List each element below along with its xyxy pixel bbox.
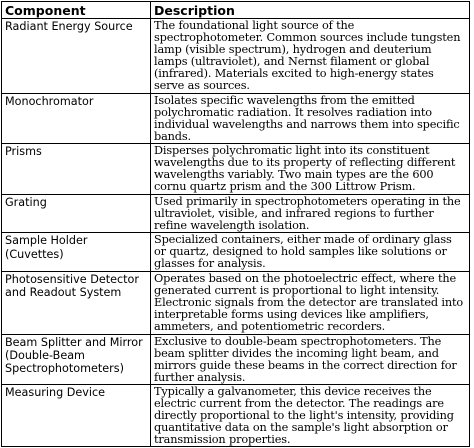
table-row	[2, 233, 470, 271]
components-table	[1, 1, 470, 447]
header-description: Description	[151, 2, 470, 19]
component-cell: Photosensitive Detector and Readout System	[2, 271, 151, 334]
table-row	[2, 19, 470, 94]
description-cell: Exclusive to double-beam spectrophotometers. The beam splitter divides the incoming light beam, and mirrors guide these beams in the correct direction for further analysis.	[151, 334, 470, 384]
table-row	[2, 93, 470, 143]
header-component: Component	[2, 2, 151, 19]
description-cell: Isolates specific wavelengths from the emitted polychromatic radiation. It resolves radiation into individual wavelengths and narrows them into specific bands.	[151, 93, 470, 143]
table-row	[2, 194, 470, 232]
component-cell: Monochromator	[2, 93, 151, 143]
description-cell: Disperses polychromatic light into its constituent wavelengths due to its property of reflecting different wavelengths variably. Two main types are the 600 cornu quartz prism and the 300 Littrow Prism.	[151, 143, 470, 194]
component-cell: Grating	[2, 194, 151, 232]
component-cell: Measuring Device	[2, 384, 151, 446]
table-header-row	[2, 2, 470, 19]
component-cell: Beam Splitter and Mirror (Double-Beam Spectrophotometers)	[2, 334, 151, 384]
description-cell: Typically a galvanometer, this device receives the electric current from the detector. The readings are directly proportional to the light's intensity, providing quantitative data on the sample's light absorption or transmission properties.	[151, 384, 470, 446]
description-cell: Specialized containers, either made of ordinary glass or quartz, designed to hold samples like solutions or glasses for analysis.	[151, 233, 470, 271]
component-cell: Prisms	[2, 143, 151, 194]
table-row	[2, 384, 470, 446]
component-cell: Radiant Energy Source	[2, 19, 151, 94]
table-row	[2, 334, 470, 384]
table-row	[2, 143, 470, 194]
table-row	[2, 271, 470, 334]
description-cell: The foundational light source of the spectrophotometer. Common sources include tungsten lamp (visible spectrum), hydrogen and deuterium lamps (ultraviolet), and Nernst filament or global (infrared). Materials excited to high-energy states serve as sources.	[151, 19, 470, 94]
description-cell: Used primarily in spectrophotometers operating in the ultraviolet, visible, and infrared regions to further refine wavelength isolation.	[151, 194, 470, 232]
component-cell: Sample Holder (Cuvettes)	[2, 233, 151, 271]
description-cell: Operates based on the photoelectric effect, where the generated current is proportional to light intensity. Electronic signals from the detector are translated into interpretable forms using devices like amplifiers, ammeters, and potentiometric recorders.	[151, 271, 470, 334]
